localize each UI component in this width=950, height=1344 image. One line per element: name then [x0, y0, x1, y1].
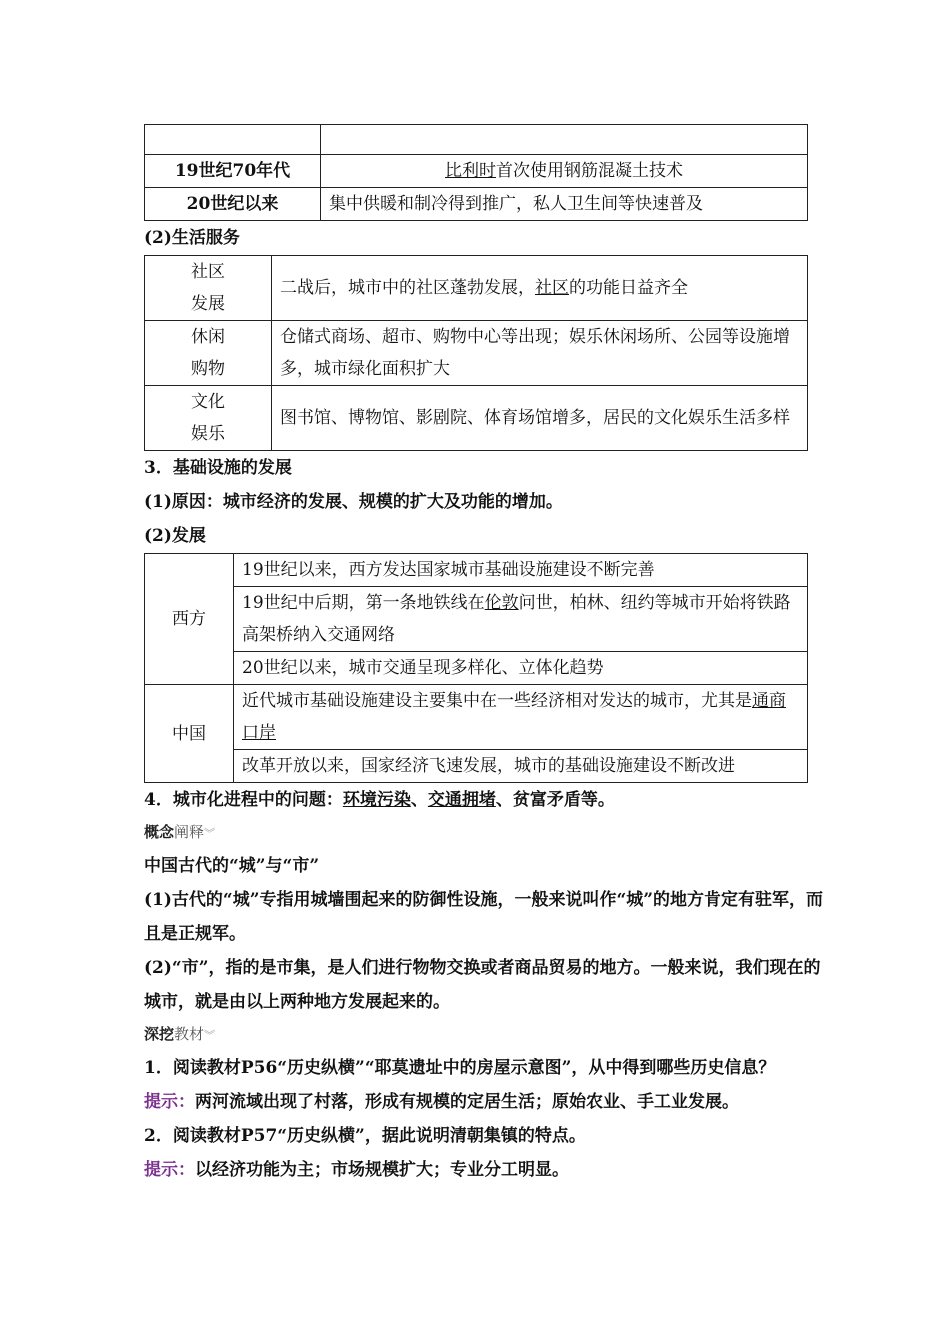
table-row	[145, 386, 808, 451]
development-text: 19世纪中后期，第一条地铁线在	[242, 593, 485, 613]
section-3-cause: (1)原因：城市经济的发展、规模的扩大及功能的增加。	[144, 492, 563, 512]
region-cell-china: 中国	[145, 685, 234, 783]
table-row	[145, 685, 808, 750]
answer-1	[144, 1085, 824, 1119]
description-text: 的功能日益齐全	[569, 278, 688, 298]
category-cell	[145, 321, 272, 386]
category-cell	[145, 256, 272, 321]
life-service-heading: (2)生活服务	[144, 228, 240, 248]
section-4-title	[144, 783, 824, 817]
life-service-table	[144, 255, 808, 451]
concept-label	[144, 817, 824, 849]
development-cell	[234, 685, 808, 750]
fact-text: 首次使用钢筋混凝土技术	[496, 161, 683, 181]
fact-cell	[321, 125, 808, 155]
description-cell	[272, 256, 808, 321]
development-cell: 19世纪以来，西方发达国家城市基础设施建设不断完善	[234, 554, 808, 587]
development-text: 近代城市基础设施建设主要集中在一些经济相对发达的城市，尤其是	[242, 691, 752, 711]
table-row	[145, 750, 808, 783]
table-row	[145, 188, 808, 221]
construction-table	[144, 124, 808, 221]
category-line: 社区	[191, 262, 225, 282]
section-4-text: 4．城市化进程中的问题：	[144, 790, 343, 810]
keyword-underlined: 交通拥堵	[427, 790, 496, 810]
description-text: 二战后，城市中的社区蓬勃发展，	[280, 278, 535, 298]
keyword-underlined: 伦敦	[484, 593, 519, 613]
document-page	[144, 124, 824, 1187]
category-line: 娱乐	[191, 424, 225, 444]
chevron-down-icon: ︾	[204, 827, 216, 840]
keyword-underlined: 比利时	[445, 161, 496, 181]
development-cell	[234, 587, 808, 652]
fact-cell	[321, 155, 808, 188]
section-3-title: 3．基础设施的发展	[144, 458, 292, 478]
period-cell: 19世纪70年代	[145, 155, 321, 188]
keyword-underlined: 环境污染	[342, 790, 411, 810]
description-cell: 图书馆、博物馆、影剧院、体育场馆增多，居民的文化娱乐生活多样	[272, 386, 808, 451]
question-2: 2．阅读教材P57“历史纵横”，据此说明清朝集镇的特点。	[144, 1126, 586, 1146]
concept-title: 中国古代的“城”与“市”	[144, 856, 320, 876]
label-text: 概念	[144, 823, 175, 841]
section-3-development: (2)发展	[144, 526, 206, 546]
table-row	[145, 125, 808, 155]
development-cell: 20世纪以来，城市交通呈现多样化、立体化趋势	[234, 652, 808, 685]
table-row	[145, 652, 808, 685]
label-text: 教材	[174, 1025, 205, 1043]
answer-2	[144, 1153, 824, 1187]
section-4-text: 、	[410, 790, 428, 810]
answer-text: 两河流域出现了村落，形成有规模的定居生活；原始农业、手工业发展。	[195, 1092, 739, 1112]
description-cell: 仓储式商场、超市、购物中心等出现；娱乐休闲场所、公园等设施增多，城市绿化面积扩大	[272, 321, 808, 386]
answer-text: 以经济功能为主；市场规模扩大；专业分工明显。	[195, 1160, 569, 1180]
category-line: 发展	[191, 294, 225, 314]
concept-paragraph-1: (1)古代的“城”专指用城墙围起来的防御性设施，一般来说叫作“城”的地方肯定有驻军，而且是正规军。	[144, 890, 824, 944]
label-text: 深挖	[144, 1025, 175, 1043]
keyword-underlined: 社区	[535, 278, 569, 298]
category-line: 文化	[191, 392, 225, 412]
textbook-label	[144, 1019, 824, 1051]
category-cell	[145, 386, 272, 451]
period-cell	[145, 125, 321, 155]
region-cell-west: 西方	[145, 554, 234, 685]
table-row	[145, 587, 808, 652]
table-row	[145, 256, 808, 321]
fact-cell: 集中供暖和制冷得到推广，私人卫生间等快速普及	[321, 188, 808, 221]
category-line: 购物	[191, 359, 225, 379]
period-cell: 20世纪以来	[145, 188, 321, 221]
table-row	[145, 554, 808, 587]
development-text: 问世，柏林、纽约等城市开始将铁路高架桥纳入交通网络	[242, 593, 791, 645]
table-row	[145, 321, 808, 386]
category-line: 休闲	[191, 327, 225, 347]
section-4-text: 、贫富矛盾等。	[495, 790, 615, 810]
question-1: 1．阅读教材P56“历史纵横”“耶莫遗址中的房屋示意图”，从中得到哪些历史信息？	[144, 1058, 776, 1078]
chevron-down-icon: ︾	[204, 1029, 216, 1042]
development-cell: 改革开放以来，国家经济飞速发展，城市的基础设施建设不断改进	[234, 750, 808, 783]
hint-label: 提示：	[144, 1160, 195, 1180]
concept-paragraph-2: (2)“市”，指的是市集，是人们进行物物交换或者商品贸易的地方。一般来说，我们现在的城市，就是由以上两种地方发展起来的。	[144, 958, 821, 1012]
hint-label: 提示：	[144, 1092, 195, 1112]
infrastructure-table	[144, 553, 808, 783]
label-text: 阐释	[174, 823, 205, 841]
keyword-underlined: 通商口岸	[242, 691, 786, 743]
table-row	[145, 155, 808, 188]
